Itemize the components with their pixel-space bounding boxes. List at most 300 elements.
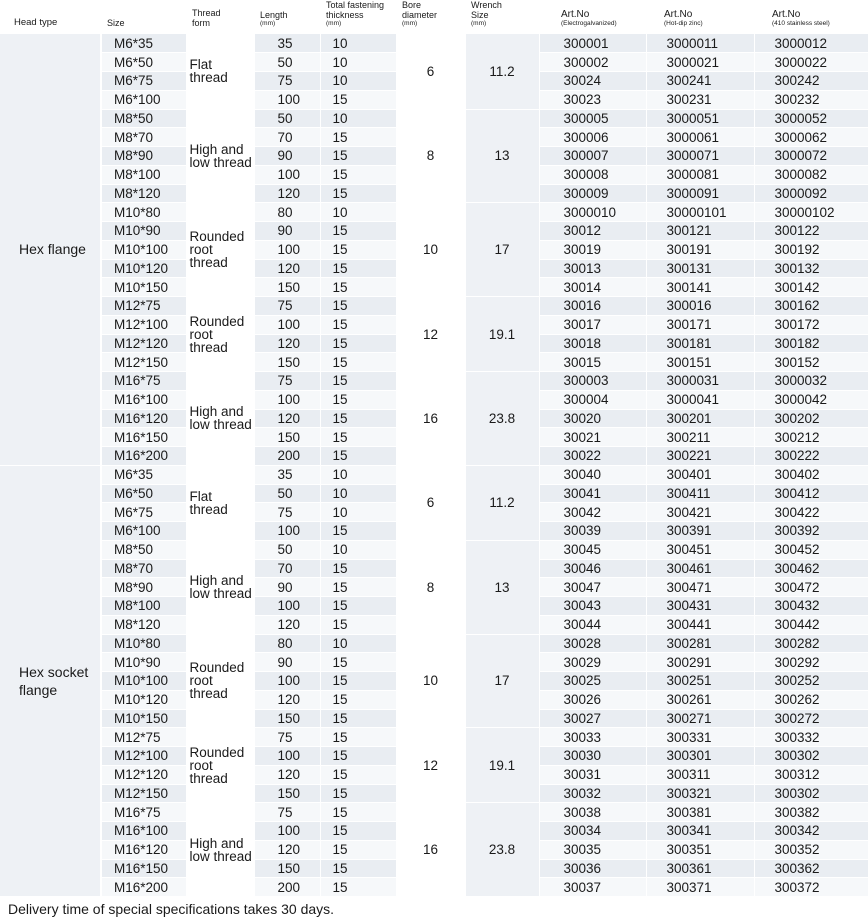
header-thread-form-line1: Thread xyxy=(192,8,221,18)
art-no-stainless-cell: 300162 xyxy=(754,297,868,316)
length-cell: 120 xyxy=(254,840,320,859)
size-cell: M16*150 xyxy=(101,428,186,447)
art-no-electrogalvanized-cell: 30035 xyxy=(539,840,646,859)
bore-diameter-cell: 10 xyxy=(396,634,465,728)
table-row xyxy=(0,297,868,316)
table-row xyxy=(0,34,868,53)
art-no-stainless-cell: 300442 xyxy=(754,615,868,634)
art-no-stainless-cell: 300242 xyxy=(754,72,868,91)
size-cell: M10*80 xyxy=(101,634,186,653)
thickness-cell: 15 xyxy=(320,859,396,878)
length-cell: 100 xyxy=(254,822,320,841)
bore-diameter-cell: 8 xyxy=(396,540,465,634)
length-cell: 100 xyxy=(254,522,320,541)
thickness-cell: 15 xyxy=(320,90,396,109)
length-cell: 150 xyxy=(254,859,320,878)
size-cell: M8*120 xyxy=(101,615,186,634)
thickness-cell: 15 xyxy=(320,559,396,578)
art-no-stainless-cell: 300272 xyxy=(754,709,868,728)
art-no-electrogalvanized-cell: 30038 xyxy=(539,803,646,822)
size-cell: M6*50 xyxy=(101,484,186,503)
size-cell: M12*100 xyxy=(101,747,186,766)
art-no-stainless-cell: 300452 xyxy=(754,540,868,559)
art-no-stainless-cell: 300422 xyxy=(754,503,868,522)
bore-diameter-cell: 12 xyxy=(396,728,465,803)
art-no-hot-dip-zinc-cell: 3000031 xyxy=(646,372,754,391)
art-no-hot-dip-zinc-cell: 300391 xyxy=(646,522,754,541)
art-no-stainless-cell: 300342 xyxy=(754,822,868,841)
header-size: Size xyxy=(107,18,125,28)
art-no-stainless-cell: 300412 xyxy=(754,484,868,503)
art-no-stainless-cell: 300462 xyxy=(754,559,868,578)
size-cell: M16*100 xyxy=(101,822,186,841)
art-no-stainless-cell: 300232 xyxy=(754,90,868,109)
art-no-hot-dip-zinc-cell: 300451 xyxy=(646,540,754,559)
art-no-hot-dip-zinc-cell: 300331 xyxy=(646,728,754,747)
size-cell: M12*75 xyxy=(101,728,186,747)
thickness-cell: 15 xyxy=(320,240,396,259)
art-no-electrogalvanized-cell: 30026 xyxy=(539,690,646,709)
length-cell: 150 xyxy=(254,428,320,447)
art-no-hot-dip-zinc-cell: 30000101 xyxy=(646,203,754,222)
length-cell: 120 xyxy=(254,690,320,709)
header-thickness xyxy=(320,0,396,34)
table-row xyxy=(0,540,868,559)
thickness-cell: 15 xyxy=(320,184,396,203)
art-no-hot-dip-zinc-cell: 300016 xyxy=(646,297,754,316)
size-cell: M12*120 xyxy=(101,334,186,353)
length-cell: 100 xyxy=(254,315,320,334)
thickness-cell: 15 xyxy=(320,278,396,297)
length-cell: 70 xyxy=(254,559,320,578)
thickness-cell: 10 xyxy=(320,203,396,222)
size-cell: M12*150 xyxy=(101,784,186,803)
wrench-size-cell: 13 xyxy=(465,109,539,203)
art-no-electrogalvanized-cell: 3000010 xyxy=(539,203,646,222)
art-no-hot-dip-zinc-cell: 300361 xyxy=(646,859,754,878)
art-no-electrogalvanized-cell: 30043 xyxy=(539,597,646,616)
header-thread-form xyxy=(186,0,254,34)
thickness-cell: 10 xyxy=(320,109,396,128)
header-wrench-line2: Size xyxy=(471,10,489,20)
thread-form-cell: Rounded root thread xyxy=(186,728,254,803)
header-bore-line2: diameter xyxy=(402,10,438,20)
header-length xyxy=(254,0,320,34)
art-no-electrogalvanized-cell: 30033 xyxy=(539,728,646,747)
header-bore-line1: Bore xyxy=(402,0,422,10)
size-cell: M8*90 xyxy=(101,578,186,597)
art-no-hot-dip-zinc-cell: 300431 xyxy=(646,597,754,616)
art-no-stainless-cell: 3000012 xyxy=(754,34,868,53)
size-cell: M10*80 xyxy=(101,203,186,222)
thickness-cell: 15 xyxy=(320,428,396,447)
size-cell: M6*100 xyxy=(101,90,186,109)
art-no-hot-dip-zinc-cell: 3000061 xyxy=(646,128,754,147)
art-no-electrogalvanized-cell: 300005 xyxy=(539,109,646,128)
thickness-cell: 15 xyxy=(320,259,396,278)
thickness-cell: 15 xyxy=(320,222,396,241)
art-no-stainless-cell: 3000042 xyxy=(754,390,868,409)
art-no-electrogalvanized-cell: 30020 xyxy=(539,409,646,428)
header-head-type: Head type xyxy=(14,17,58,28)
art-no-stainless-cell: 300182 xyxy=(754,334,868,353)
wrench-size-cell: 19.1 xyxy=(465,728,539,803)
bore-diameter-cell: 10 xyxy=(396,203,465,297)
header-art2-note: (Hot-dip zinc) xyxy=(664,20,703,27)
length-cell: 50 xyxy=(254,53,320,72)
header-wrench xyxy=(465,0,539,34)
thickness-cell: 15 xyxy=(320,709,396,728)
art-no-electrogalvanized-cell: 30039 xyxy=(539,522,646,541)
bore-diameter-cell: 8 xyxy=(396,109,465,203)
size-cell: M16*200 xyxy=(101,878,186,897)
thickness-cell: 15 xyxy=(320,747,396,766)
size-cell: M6*35 xyxy=(101,34,186,53)
art-no-stainless-cell: 300372 xyxy=(754,878,868,897)
bore-diameter-cell: 12 xyxy=(396,297,465,372)
art-no-stainless-cell: 300192 xyxy=(754,240,868,259)
thickness-cell: 15 xyxy=(320,615,396,634)
art-no-hot-dip-zinc-cell: 300121 xyxy=(646,222,754,241)
art-no-stainless-cell: 300302 xyxy=(754,747,868,766)
length-cell: 100 xyxy=(254,597,320,616)
art-no-stainless-cell: 300352 xyxy=(754,840,868,859)
art-no-hot-dip-zinc-cell: 300171 xyxy=(646,315,754,334)
art-no-electrogalvanized-cell: 300006 xyxy=(539,128,646,147)
art-no-stainless-cell: 3000092 xyxy=(754,184,868,203)
art-no-stainless-cell: 3000022 xyxy=(754,53,868,72)
thickness-cell: 15 xyxy=(320,672,396,691)
head-type-cell: Hex flange xyxy=(0,34,101,465)
thickness-cell: 15 xyxy=(320,728,396,747)
length-cell: 200 xyxy=(254,878,320,897)
art-no-stainless-cell: 300132 xyxy=(754,259,868,278)
length-cell: 100 xyxy=(254,672,320,691)
art-no-electrogalvanized-cell: 30037 xyxy=(539,878,646,897)
thickness-cell: 10 xyxy=(320,540,396,559)
art-no-electrogalvanized-cell: 30012 xyxy=(539,222,646,241)
art-no-stainless-cell: 300212 xyxy=(754,428,868,447)
art-no-stainless-cell: 300432 xyxy=(754,597,868,616)
length-cell: 100 xyxy=(254,90,320,109)
header-art1-label: Art.No xyxy=(561,9,590,20)
thickness-cell: 15 xyxy=(320,390,396,409)
length-cell: 100 xyxy=(254,747,320,766)
delivery-note: Delivery time of special specifications takes 30 days. xyxy=(8,901,335,917)
length-cell: 90 xyxy=(254,222,320,241)
art-no-hot-dip-zinc-cell: 3000081 xyxy=(646,165,754,184)
art-no-electrogalvanized-cell: 30028 xyxy=(539,634,646,653)
thickness-cell: 15 xyxy=(320,765,396,784)
art-no-hot-dip-zinc-cell: 3000051 xyxy=(646,109,754,128)
size-cell: M10*90 xyxy=(101,653,186,672)
size-cell: M12*75 xyxy=(101,297,186,316)
thickness-cell: 10 xyxy=(320,34,396,53)
thickness-cell: 15 xyxy=(320,447,396,466)
size-cell: M12*120 xyxy=(101,765,186,784)
size-cell: M8*120 xyxy=(101,184,186,203)
length-cell: 120 xyxy=(254,409,320,428)
art-no-hot-dip-zinc-cell: 300441 xyxy=(646,615,754,634)
bore-diameter-cell: 6 xyxy=(396,34,465,109)
art-no-hot-dip-zinc-cell: 300341 xyxy=(646,822,754,841)
thickness-cell: 10 xyxy=(320,484,396,503)
wrench-size-cell: 11.2 xyxy=(465,465,539,540)
art-no-electrogalvanized-cell: 30025 xyxy=(539,672,646,691)
art-no-electrogalvanized-cell: 300002 xyxy=(539,53,646,72)
art-no-hot-dip-zinc-cell: 300311 xyxy=(646,765,754,784)
art-no-electrogalvanized-cell: 30030 xyxy=(539,747,646,766)
thickness-cell: 15 xyxy=(320,597,396,616)
art-no-electrogalvanized-cell: 30047 xyxy=(539,578,646,597)
size-cell: M16*150 xyxy=(101,859,186,878)
art-no-stainless-cell: 300292 xyxy=(754,653,868,672)
thread-form-cell: Flat thread xyxy=(186,465,254,540)
art-no-hot-dip-zinc-cell: 300151 xyxy=(646,353,754,372)
thickness-cell: 10 xyxy=(320,634,396,653)
table-row xyxy=(0,634,868,653)
art-no-hot-dip-zinc-cell: 300401 xyxy=(646,465,754,484)
length-cell: 75 xyxy=(254,803,320,822)
header-art3 xyxy=(754,0,868,34)
length-cell: 75 xyxy=(254,728,320,747)
bore-diameter-cell: 6 xyxy=(396,465,465,540)
thread-form-cell: High and low thread xyxy=(186,803,254,897)
thread-form-cell: High and low thread xyxy=(186,540,254,634)
art-no-hot-dip-zinc-cell: 300461 xyxy=(646,559,754,578)
art-no-electrogalvanized-cell: 300009 xyxy=(539,184,646,203)
thickness-cell: 10 xyxy=(320,72,396,91)
length-cell: 200 xyxy=(254,447,320,466)
thickness-cell: 15 xyxy=(320,578,396,597)
art-no-hot-dip-zinc-cell: 300371 xyxy=(646,878,754,897)
art-no-stainless-cell: 3000062 xyxy=(754,128,868,147)
thread-form-cell: Rounded root thread xyxy=(186,634,254,728)
art-no-hot-dip-zinc-cell: 300271 xyxy=(646,709,754,728)
art-no-stainless-cell: 300172 xyxy=(754,315,868,334)
length-cell: 120 xyxy=(254,334,320,353)
size-cell: M16*100 xyxy=(101,390,186,409)
size-cell: M16*120 xyxy=(101,409,186,428)
length-cell: 100 xyxy=(254,165,320,184)
table-row xyxy=(0,728,868,747)
thread-form-cell: Flat thread xyxy=(186,34,254,109)
size-cell: M16*200 xyxy=(101,447,186,466)
size-cell: M8*70 xyxy=(101,559,186,578)
art-no-hot-dip-zinc-cell: 300281 xyxy=(646,634,754,653)
size-cell: M10*120 xyxy=(101,690,186,709)
size-cell: M10*90 xyxy=(101,222,186,241)
length-cell: 120 xyxy=(254,615,320,634)
art-no-hot-dip-zinc-cell: 3000011 xyxy=(646,34,754,53)
art-no-hot-dip-zinc-cell: 300251 xyxy=(646,672,754,691)
thickness-cell: 15 xyxy=(320,784,396,803)
art-no-hot-dip-zinc-cell: 300471 xyxy=(646,578,754,597)
length-cell: 150 xyxy=(254,278,320,297)
wrench-size-cell: 17 xyxy=(465,634,539,728)
thread-form-cell: Rounded root thread xyxy=(186,297,254,372)
art-no-hot-dip-zinc-cell: 300141 xyxy=(646,278,754,297)
art-no-hot-dip-zinc-cell: 3000041 xyxy=(646,390,754,409)
art-no-electrogalvanized-cell: 30041 xyxy=(539,484,646,503)
thread-form-cell: High and low thread xyxy=(186,372,254,466)
wrench-size-cell: 23.8 xyxy=(465,803,539,897)
art-no-electrogalvanized-cell: 30023 xyxy=(539,90,646,109)
length-cell: 75 xyxy=(254,297,320,316)
art-no-hot-dip-zinc-cell: 300221 xyxy=(646,447,754,466)
spec-body xyxy=(0,34,868,897)
art-no-electrogalvanized-cell: 30031 xyxy=(539,765,646,784)
art-no-electrogalvanized-cell: 30019 xyxy=(539,240,646,259)
size-cell: M16*120 xyxy=(101,840,186,859)
size-cell: M8*70 xyxy=(101,128,186,147)
length-cell: 150 xyxy=(254,353,320,372)
thread-form-cell: High and low thread xyxy=(186,109,254,203)
bore-diameter-cell: 16 xyxy=(396,803,465,897)
size-cell: M8*90 xyxy=(101,147,186,166)
art-no-stainless-cell: 300252 xyxy=(754,672,868,691)
art-no-hot-dip-zinc-cell: 3000091 xyxy=(646,184,754,203)
art-no-electrogalvanized-cell: 300007 xyxy=(539,147,646,166)
art-no-stainless-cell: 300362 xyxy=(754,859,868,878)
art-no-electrogalvanized-cell: 30029 xyxy=(539,653,646,672)
art-no-electrogalvanized-cell: 30032 xyxy=(539,784,646,803)
header-wrench-unit: (mm) xyxy=(471,20,487,27)
art-no-electrogalvanized-cell: 30013 xyxy=(539,259,646,278)
thickness-cell: 15 xyxy=(320,409,396,428)
header-length-label: Length xyxy=(260,10,288,20)
art-no-stainless-cell: 300122 xyxy=(754,222,868,241)
length-cell: 90 xyxy=(254,147,320,166)
art-no-stainless-cell: 3000052 xyxy=(754,109,868,128)
length-cell: 80 xyxy=(254,634,320,653)
art-no-electrogalvanized-cell: 30021 xyxy=(539,428,646,447)
art-no-electrogalvanized-cell: 30018 xyxy=(539,334,646,353)
art-no-hot-dip-zinc-cell: 300231 xyxy=(646,90,754,109)
thickness-cell: 15 xyxy=(320,128,396,147)
art-no-hot-dip-zinc-cell: 300351 xyxy=(646,840,754,859)
length-cell: 50 xyxy=(254,484,320,503)
table-row xyxy=(0,465,868,484)
wrench-size-cell: 11.2 xyxy=(465,34,539,109)
art-no-hot-dip-zinc-cell: 300211 xyxy=(646,428,754,447)
art-no-stainless-cell: 300392 xyxy=(754,522,868,541)
thickness-cell: 15 xyxy=(320,297,396,316)
art-no-stainless-cell: 300332 xyxy=(754,728,868,747)
length-cell: 50 xyxy=(254,109,320,128)
size-cell: M16*75 xyxy=(101,803,186,822)
header-art3-label: Art.No xyxy=(772,9,801,20)
thickness-cell: 15 xyxy=(320,840,396,859)
size-cell: M6*100 xyxy=(101,522,186,541)
header-art2-label: Art.No xyxy=(664,9,693,20)
size-cell: M16*75 xyxy=(101,372,186,391)
art-no-hot-dip-zinc-cell: 300201 xyxy=(646,409,754,428)
thickness-cell: 15 xyxy=(320,334,396,353)
art-no-electrogalvanized-cell: 30036 xyxy=(539,859,646,878)
header-bore xyxy=(396,0,465,34)
art-no-stainless-cell: 300472 xyxy=(754,578,868,597)
size-cell: M6*75 xyxy=(101,72,186,91)
size-cell: M8*100 xyxy=(101,597,186,616)
table-row xyxy=(0,203,868,222)
thickness-cell: 15 xyxy=(320,165,396,184)
art-no-electrogalvanized-cell: 30015 xyxy=(539,353,646,372)
art-no-hot-dip-zinc-cell: 300241 xyxy=(646,72,754,91)
art-no-electrogalvanized-cell: 30040 xyxy=(539,465,646,484)
thickness-cell: 10 xyxy=(320,53,396,72)
thickness-cell: 10 xyxy=(320,465,396,484)
size-cell: M6*50 xyxy=(101,53,186,72)
thickness-cell: 15 xyxy=(320,822,396,841)
length-cell: 120 xyxy=(254,184,320,203)
wrench-size-cell: 19.1 xyxy=(465,297,539,372)
art-no-electrogalvanized-cell: 30017 xyxy=(539,315,646,334)
length-cell: 150 xyxy=(254,784,320,803)
header-thickness-line1: Total fastening xyxy=(326,0,385,10)
thickness-cell: 15 xyxy=(320,372,396,391)
size-cell: M10*150 xyxy=(101,709,186,728)
header-thickness-unit: (mm) xyxy=(326,20,342,27)
art-no-electrogalvanized-cell: 30046 xyxy=(539,559,646,578)
length-cell: 35 xyxy=(254,465,320,484)
art-no-stainless-cell: 300302 xyxy=(754,784,868,803)
art-no-hot-dip-zinc-cell: 300181 xyxy=(646,334,754,353)
length-cell: 80 xyxy=(254,203,320,222)
art-no-stainless-cell: 300202 xyxy=(754,409,868,428)
length-cell: 150 xyxy=(254,709,320,728)
thickness-cell: 15 xyxy=(320,315,396,334)
art-no-hot-dip-zinc-cell: 300261 xyxy=(646,690,754,709)
length-cell: 70 xyxy=(254,128,320,147)
size-cell: M10*100 xyxy=(101,240,186,259)
art-no-stainless-cell: 300222 xyxy=(754,447,868,466)
art-no-hot-dip-zinc-cell: 300131 xyxy=(646,259,754,278)
header-art3-note: (410 stainless steel) xyxy=(772,20,830,27)
bore-diameter-cell: 16 xyxy=(396,372,465,466)
size-cell: M8*100 xyxy=(101,165,186,184)
art-no-hot-dip-zinc-cell: 300411 xyxy=(646,484,754,503)
art-no-hot-dip-zinc-cell: 300381 xyxy=(646,803,754,822)
header-thickness-line2: thickness xyxy=(326,10,364,20)
size-cell: M12*100 xyxy=(101,315,186,334)
thickness-cell: 15 xyxy=(320,803,396,822)
art-no-hot-dip-zinc-cell: 3000071 xyxy=(646,147,754,166)
art-no-hot-dip-zinc-cell: 300421 xyxy=(646,503,754,522)
wrench-size-cell: 13 xyxy=(465,540,539,634)
art-no-electrogalvanized-cell: 30042 xyxy=(539,503,646,522)
art-no-electrogalvanized-cell: 300004 xyxy=(539,390,646,409)
header-row xyxy=(0,0,868,34)
art-no-electrogalvanized-cell: 300001 xyxy=(539,34,646,53)
art-no-electrogalvanized-cell: 30016 xyxy=(539,297,646,316)
size-cell: M8*50 xyxy=(101,109,186,128)
length-cell: 75 xyxy=(254,372,320,391)
header-art2 xyxy=(646,0,754,34)
size-cell: M10*100 xyxy=(101,672,186,691)
art-no-stainless-cell: 300282 xyxy=(754,634,868,653)
art-no-hot-dip-zinc-cell: 300321 xyxy=(646,784,754,803)
art-no-stainless-cell: 300262 xyxy=(754,690,868,709)
art-no-hot-dip-zinc-cell: 300291 xyxy=(646,653,754,672)
art-no-stainless-cell: 300152 xyxy=(754,353,868,372)
art-no-stainless-cell: 300142 xyxy=(754,278,868,297)
length-cell: 100 xyxy=(254,390,320,409)
size-cell: M12*150 xyxy=(101,353,186,372)
size-cell: M6*75 xyxy=(101,503,186,522)
size-cell: M8*50 xyxy=(101,540,186,559)
thickness-cell: 10 xyxy=(320,503,396,522)
